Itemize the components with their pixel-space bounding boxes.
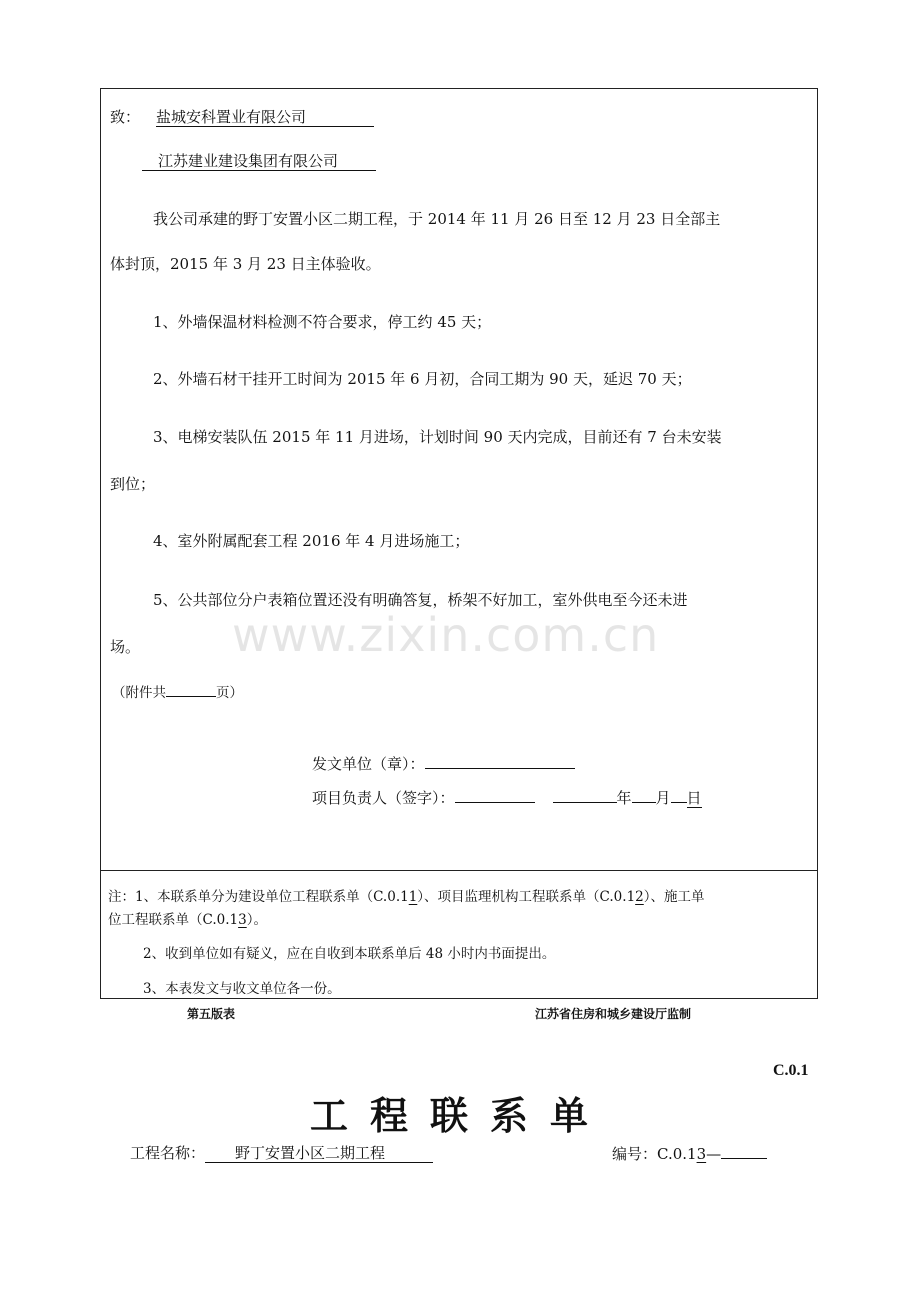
to-label: 致： [110, 108, 141, 126]
recipient-1: 盐城安科置业有限公司 [156, 108, 374, 127]
item-1: 1、外墙保温材料检测不符合要求，停工约 45 天； [153, 313, 492, 331]
signer-blank [455, 788, 535, 803]
item-5-line1: 5、公共部位分户表箱位置还没有明确答复，桥架不好加工，室外供电至今还未进 [153, 591, 688, 609]
project-name: 野丁安置小区二期工程 [205, 1144, 433, 1163]
form-title: 工程联系单 [309, 1094, 610, 1138]
attachment-count: （附件共 页） [112, 682, 243, 702]
sender-unit: 发文单位（章）： [312, 754, 575, 773]
attachment-blank [166, 682, 216, 697]
note-1-line1: 注：1、本联系单分为建设单位工程联系单（C.0.11）、项目监理机构工程联系单（C.0.12）、施工单 [108, 889, 705, 905]
main-paragraph-line1: 我公司承建的野丁安置小区二期工程，于 2014 年 11 月 26 日至 12 月 23 日全部主 [153, 210, 721, 228]
item-3-line2: 到位； [110, 475, 156, 493]
sender-blank [425, 754, 575, 769]
addressee-line-1 [110, 108, 374, 127]
note-3: 3、本表发文与收文单位各一份。 [143, 981, 341, 997]
edition-label: 第五版表 [187, 1007, 236, 1021]
day-blank [671, 788, 687, 803]
recipient-2: 江苏建业建设集团有限公司 [142, 152, 376, 171]
form-code: C.0.1 [773, 1062, 809, 1079]
number-blank [721, 1144, 767, 1159]
year-blank [553, 788, 617, 803]
note-2: 2、收到单位如有疑义，应在自收到本联系单后 48 小时内书面提出。 [143, 946, 556, 962]
month-blank [632, 788, 656, 803]
note-1-line2: 位工程联系单（C.0.13）。 [108, 912, 267, 928]
form-number-row: 编号：C.0.13— [612, 1144, 767, 1163]
item-4: 4、室外附属配套工程 2016 年 4 月进场施工； [153, 532, 470, 550]
notes-divider [100, 870, 818, 871]
main-paragraph-line2: 体封顶，2015 年 3 月 23 日主体验收。 [110, 255, 381, 273]
project-name-row: 工程名称： 野丁安置小区二期工程 [130, 1144, 433, 1163]
signer-row: 项目负责人（签字）： 年 月 日 [312, 789, 702, 807]
item-3-line1: 3、电梯安装队伍 2015 年 11 月进场，计划时间 90 天内完成，目前还有 7 台未安装 [153, 428, 722, 446]
supervisor-label: 江苏省住房和城乡建设厅监制 [535, 1007, 692, 1021]
item-5-line2: 场。 [110, 638, 141, 656]
addressee-line-2 [142, 152, 376, 171]
watermark: www.zixin.com.cn [232, 608, 660, 662]
item-2: 2、外墙石材干挂开工时间为 2015 年 6 月初，合同工期为 90 天，延迟 70 天； [153, 370, 692, 388]
